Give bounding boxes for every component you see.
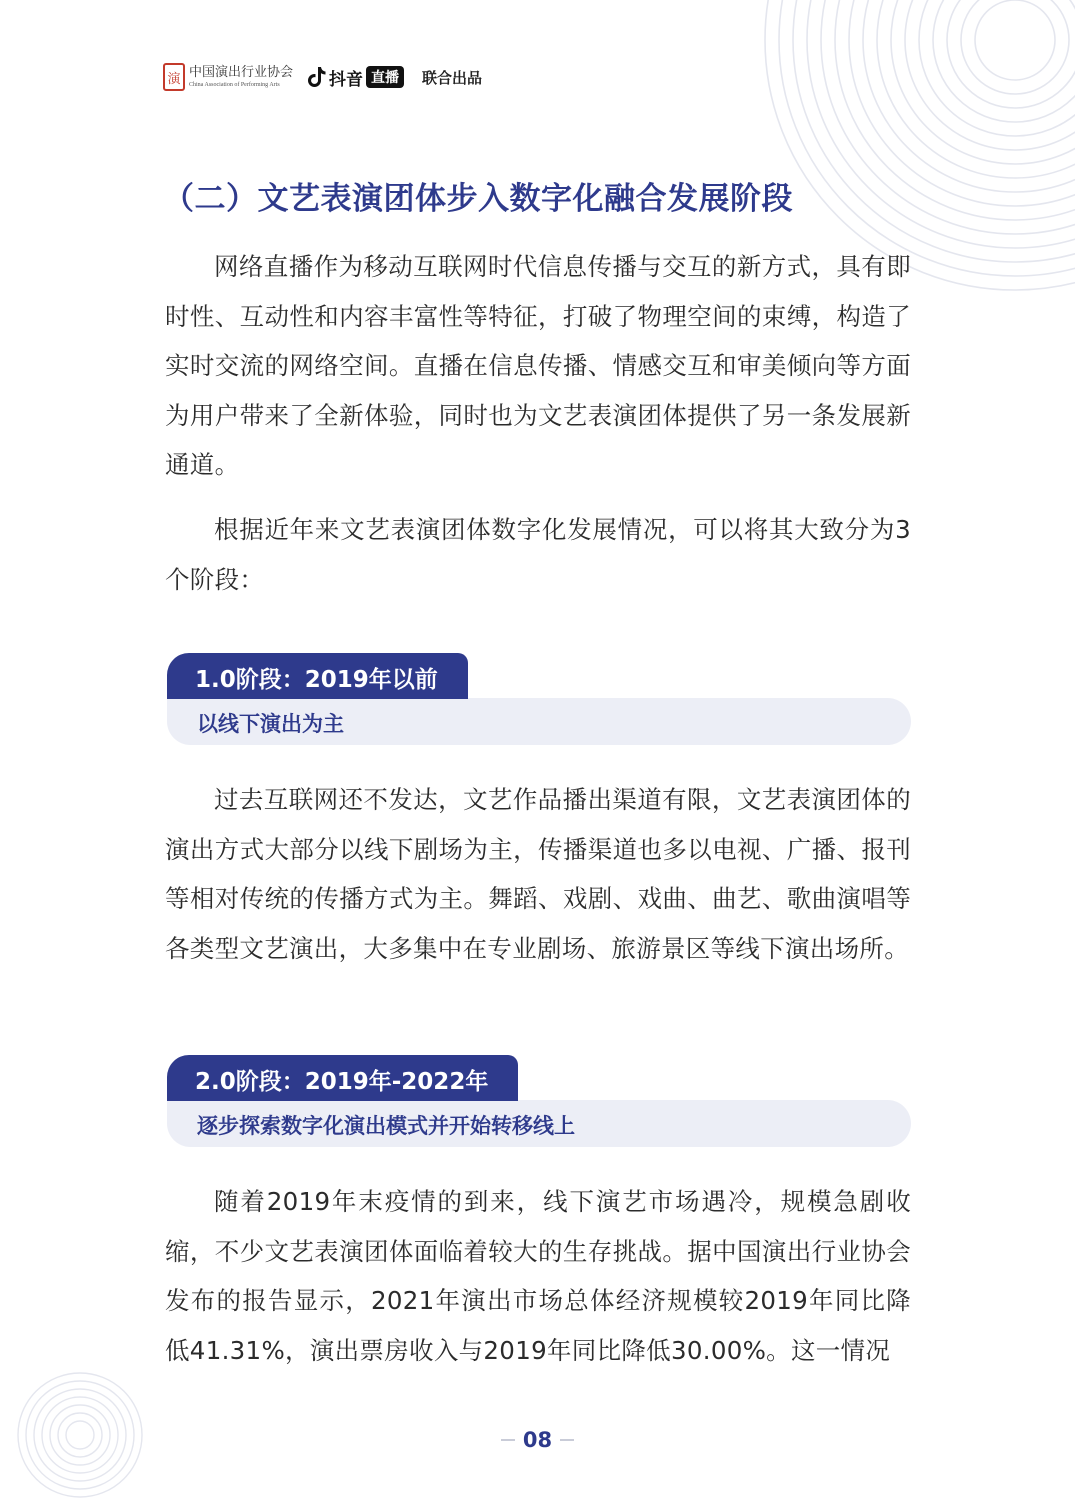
page-footer — [0, 1428, 1075, 1452]
stage-1-desc: 以线下演出为主 — [197, 712, 344, 736]
stage-2-desc-band — [167, 1100, 911, 1147]
section-title: （二）文艺表演团体步入数字化融合发展阶段 — [163, 181, 793, 217]
page-header — [163, 56, 482, 98]
footer-dash-left — [501, 1439, 515, 1441]
body-paragraph: 过去互联网还不发达，文艺作品播出渠道有限，文艺表演团体的演出方式大部分以线下剧场为主，传播渠道也多以电视、广播、报刊等相对传统的传播方式为主。舞蹈、戏剧、戏曲、曲艺、歌曲演唱等各类型文艺演出，大多集中在专业剧场、旅游景区等线下演出场所。 — [165, 785, 911, 963]
live-badge: 直播 — [366, 66, 404, 88]
body-paragraph: 网络直播作为移动互联网时代信息传播与交互的新方式，具有即时性、互动性和内容丰富性等特征，打破了物理空间的束缚，构造了实时交流的网络空间。直播在信息传播、情感交互和审美倾向等方面为用户带来了全新体验，同时也为文艺表演团体提供了另一条发展新通道。 — [165, 252, 911, 479]
stage-2-desc: 逐步探索数字化演出模式并开始转移线上 — [197, 1114, 575, 1138]
cpaa-english-name: China Association of Performing Arts — [189, 82, 280, 88]
footer-dash-right — [560, 1439, 574, 1441]
douyin-live-logo — [307, 65, 404, 90]
stage-2-title-tab: 2.0阶段：2019年-2022年 — [167, 1055, 518, 1101]
stage-1-title-tab: 1.0阶段：2019年以前 — [167, 653, 468, 699]
cpaa-logo-text — [189, 66, 293, 88]
stage-1-desc-band — [167, 698, 911, 745]
stage-1-banner — [167, 653, 911, 745]
douyin-note-icon — [307, 65, 327, 89]
page-number: 08 — [522, 1428, 553, 1452]
cpaa-seal-icon: 演 — [163, 63, 185, 91]
douyin-name: 抖音 — [329, 69, 364, 90]
body-paragraph: 根据近年来文艺表演团体数字化发展情况，可以将其大致分为3个阶段： — [165, 515, 911, 594]
cpaa-chinese-name: 中国演出行业协会 — [189, 65, 294, 80]
joint-production-text: 联合出品 — [422, 68, 483, 87]
stage-2-banner — [167, 1055, 911, 1147]
body-paragraph: 随着2019年末疫情的到来，线下演艺市场遇冷，规模急剧收缩，不少文艺表演团体面临着较大的生存挑战。据中国演出行业协会发布的报告显示，2021年演出市场总体经济规模较2019年同比降低41.31%，演出票房收入与2019年同比降低30.00%。这一情况 — [165, 1187, 911, 1365]
